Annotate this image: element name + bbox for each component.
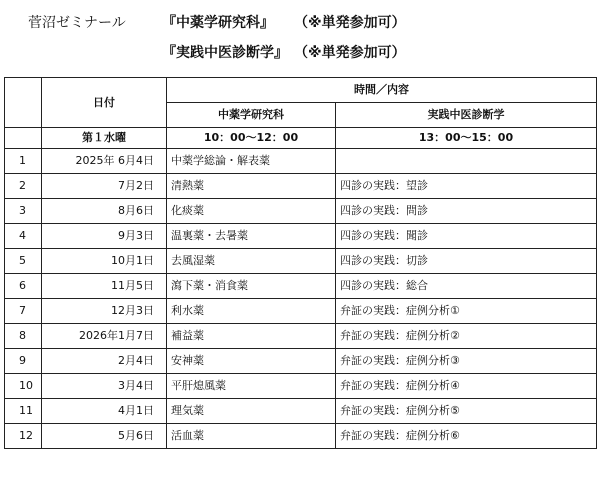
row-number: 2 [5,174,42,199]
course-a-topic: 利水薬 [167,299,336,324]
course-b-topic: 弁証の実践：症例分析③ [336,349,597,374]
table-row [5,274,597,299]
row-date: 9月3日 [42,224,167,249]
row-date: 2025年 6月4日 [42,149,167,174]
table-row [5,199,597,224]
document-header [0,0,600,70]
row-number: 9 [5,349,42,374]
row-number: 3 [5,199,42,224]
course-a-topic: 平肝熄風薬 [167,374,336,399]
row-number: 7 [5,299,42,324]
row-number: 10 [5,374,42,399]
course-title-1: 『中薬学研究科』 [162,15,274,31]
row-number: 12 [5,424,42,449]
course-b-topic: 弁証の実践：症例分析⑤ [336,399,597,424]
row-number: 5 [5,249,42,274]
course-a-topic: 理気薬 [167,399,336,424]
row-number: 1 [5,149,42,174]
course-a-time: 10：00〜12：00 [167,128,336,149]
row-date: 12月3日 [42,299,167,324]
row-number: 8 [5,324,42,349]
organizer-name: 菅沼ゼミナール [28,15,126,31]
course-a-topic: 安神薬 [167,349,336,374]
day-row-blank [5,128,42,149]
row-date: 3月4日 [42,374,167,399]
row-number: 11 [5,399,42,424]
row-date: 2026年1月7日 [42,324,167,349]
course-a-header: 中薬学研究科 [167,103,336,128]
table-row [5,249,597,274]
row-date: 11月5日 [42,274,167,299]
course-a-topic: 化痰薬 [167,199,336,224]
course-a-topic: 去風湿薬 [167,249,336,274]
schedule-table [4,77,597,449]
table-row [5,299,597,324]
course-b-topic: 四診の実践：聞診 [336,224,597,249]
course-b-topic: 弁証の実践：症例分析④ [336,374,597,399]
course-b-topic: 弁証の実践：症例分析② [336,324,597,349]
table-row [5,424,597,449]
course-b-header: 実践中医診断学 [336,103,597,128]
row-date: 7月2日 [42,174,167,199]
row-date: 8月6日 [42,199,167,224]
course-b-topic: 四診の実践：総合 [336,274,597,299]
row-date: 5月6日 [42,424,167,449]
course-a-topic: 中薬学総論・解表薬 [167,149,336,174]
course-b-topic: 四診の実践：望診 [336,174,597,199]
course-b-topic [336,149,597,174]
course-a-topic: 活血薬 [167,424,336,449]
row-number: 6 [5,274,42,299]
table-row [5,224,597,249]
table-row [5,374,597,399]
date-column-header: 日付 [42,78,167,128]
single-attendance-note-2: （※単発参加可） [294,45,406,61]
time-content-header: 時間／内容 [167,78,597,103]
table-row [5,349,597,374]
course-b-topic: 四診の実践：問診 [336,199,597,224]
table-row [5,174,597,199]
course-a-topic: 補益薬 [167,324,336,349]
number-column-header [5,78,42,128]
course-a-topic: 瀉下薬・消食薬 [167,274,336,299]
row-date: 10月1日 [42,249,167,274]
course-b-topic: 四診の実践：切診 [336,249,597,274]
single-attendance-note-1: （※単発参加可） [294,15,406,31]
row-date: 2月4日 [42,349,167,374]
course-title-2: 『実践中医診断学』 [162,45,288,61]
table-row [5,149,597,174]
table-row [5,399,597,424]
course-b-topic: 弁証の実践：症例分析① [336,299,597,324]
row-number: 4 [5,224,42,249]
table-row [5,324,597,349]
row-date: 4月1日 [42,399,167,424]
course-b-time: 13：00〜15：00 [336,128,597,149]
course-b-topic: 弁証の実践：症例分析⑥ [336,424,597,449]
course-a-topic: 温裏薬・去暑薬 [167,224,336,249]
day-label: 第１水曜 [42,128,167,149]
course-a-topic: 清熱薬 [167,174,336,199]
